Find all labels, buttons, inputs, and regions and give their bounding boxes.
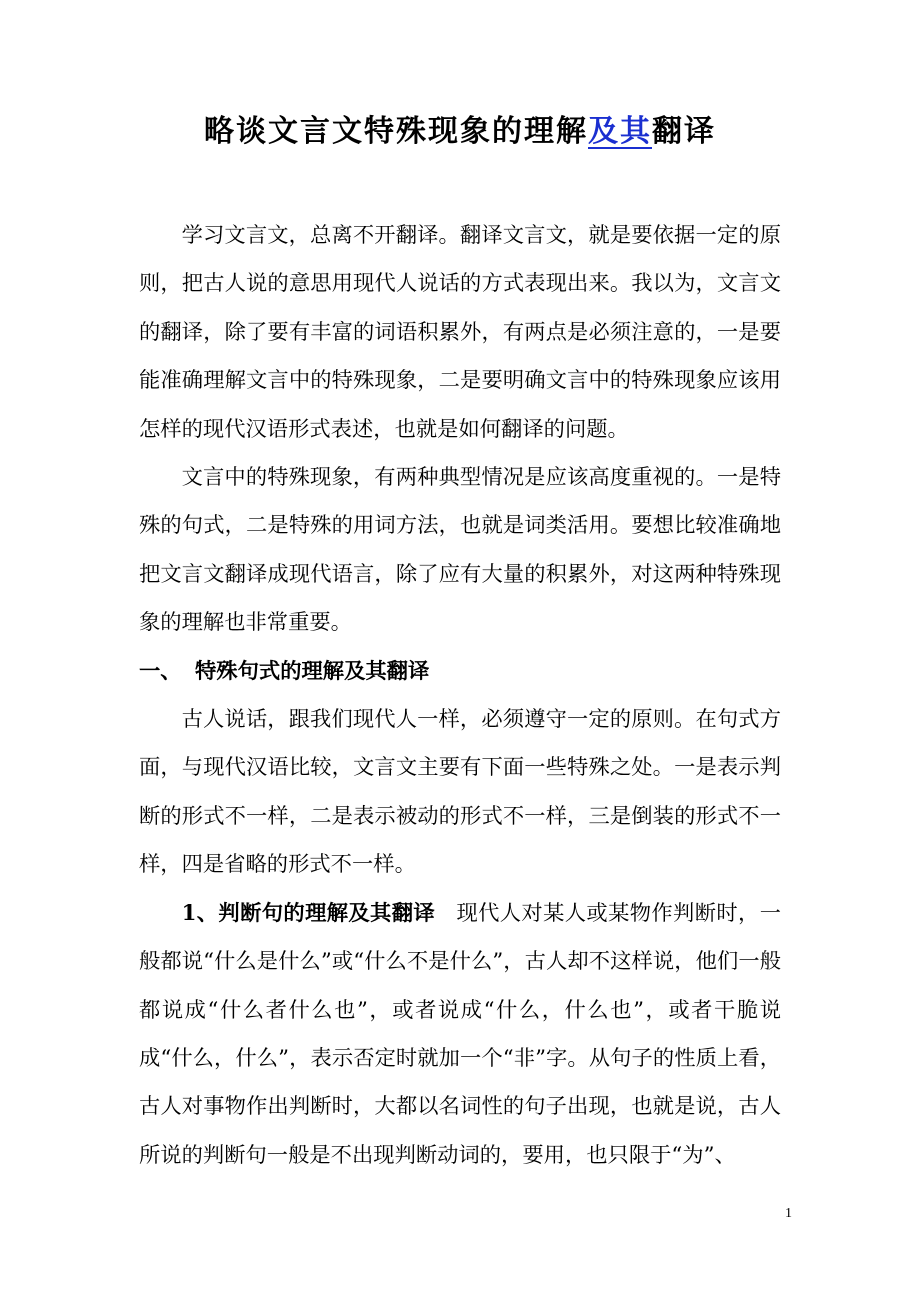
section-heading [139, 648, 781, 696]
subsection-text: 现代人对某人或某物作判断时，一般都说“什么是什么”或“什么不是什么”，古人却不这样说，他们一般都说成“什么者什么也”，或者说成“什么，什么也”，或者干脆说成“什么，什么”，表示否定时就加一个“非”字。从句子的性质上看，古人对事物作出判断时，大都以名词性的句子出现，也就是说，古人所说的判断句一般是不出现判断动词的，要用，也只限于“为”、 [139, 900, 781, 1168]
document-title [0, 112, 920, 152]
title-text-part2: 翻译 [652, 114, 716, 149]
paragraph-judgment [139, 890, 781, 1180]
paragraph-phenomena: 文言中的特殊现象，有两种典型情况是应该高度重视的。一是特殊的句式，二是特殊的用词方法，也就是词类活用。要想比较准确地把文言文翻译成现代语言，除了应有大量的积累外，对这两种特殊现象的理解也非常重要。 [139, 465, 781, 636]
page-number: 1 [785, 1206, 792, 1221]
paragraph-section-intro: 古人说话，跟我们现代人一样，必须遵守一定的原则。在句式方面，与现代汉语比较，文言文主要有下面一些特殊之处。一是表示判断的形式不一样，二是表示被动的形式不一样，三是倒装的形式不一样，四是省略的形式不一样。 [139, 707, 781, 878]
paragraph-intro: 学习文言文，总离不开翻译。翻译文言文，就是要依据一定的原则，把古人说的意思用现代人说话的方式表现出来。我以为，文言文的翻译，除了要有丰富的词语积累外，有两点是必须注意的，一是要能准确理解文言中的特殊现象，二是要明确文言中的特殊现象应该用怎样的现代汉语形式表述，也就是如何翻译的问题。 [139, 223, 781, 442]
title-text-part1: 略谈文言文特殊现象的理解 [204, 114, 588, 149]
subsection-heading: 1、判断句的理解及其翻译 [181, 900, 436, 926]
document-body [139, 212, 781, 1180]
section-title: 特殊句式的理解及其翻译 [195, 658, 430, 684]
section-number: 一、 [139, 658, 182, 684]
title-highlighted-link[interactable]: 及其 [588, 114, 652, 149]
